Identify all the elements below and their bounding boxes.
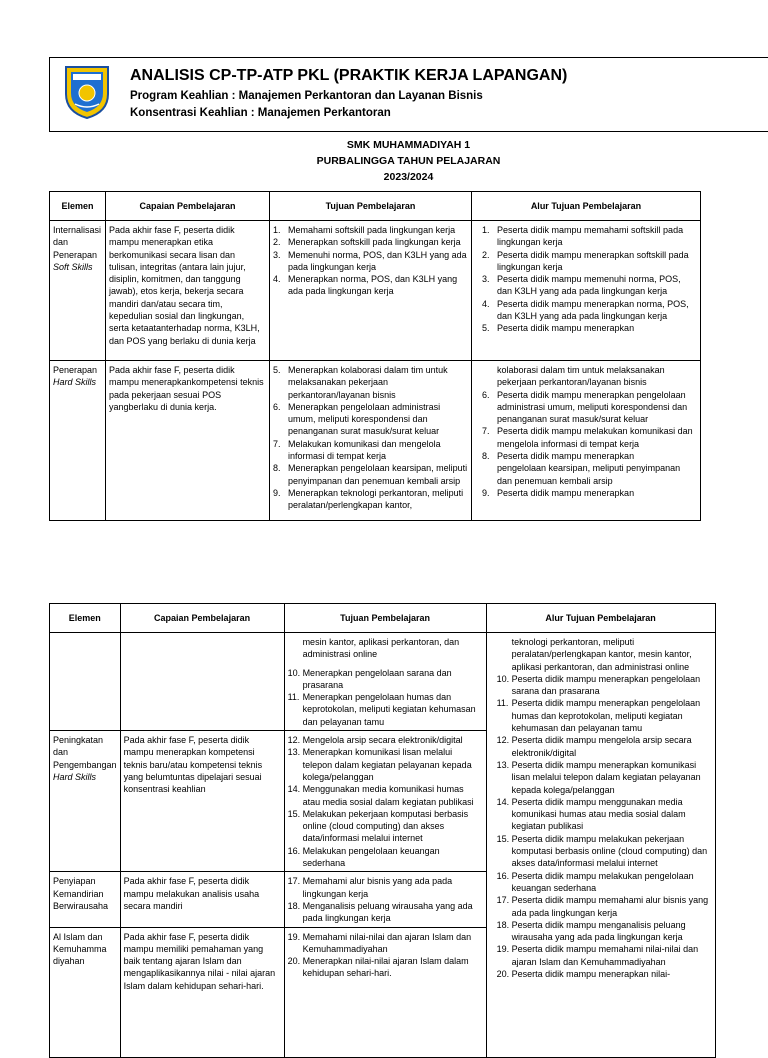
- tp-list: [288, 875, 483, 924]
- list-item: 13. Menerapkan komunikasi lisan melalui telepon dalam kegiatan pelayanan kepada kolega/pelanggan: [287, 747, 472, 782]
- tp-continuation: mesin kantor, aplikasi perkantoran, dan administrasi online: [302, 637, 460, 660]
- konsentrasi-keahlian: Konsentrasi Keahlian : Manajemen Perkantoran: [130, 107, 391, 119]
- cp-tp-atp-table: [49, 191, 701, 521]
- cp-cell: Pada akhir fase F, peserta didik mampu menerapkan kompetensi teknis baru/atau kompetensi teknis yang belumtuntas dipelajari sesuai konsentrasi keahlian: [120, 731, 284, 872]
- list-item: 14. Peserta didik mampu menggunakan media komunikasi humas atau media sosial dalam kegiatan publikasi: [496, 796, 686, 832]
- list-item: 18. Menganalisis peluang wirausaha yang ada pada lingkungan kerja: [287, 900, 473, 924]
- document-header: [49, 57, 768, 132]
- list-item: 1. Memahami softskill pada lingkungan kerja: [273, 225, 456, 235]
- list-item: 12. Peserta didik mampu mengelola arsip secara elektronik/digital: [496, 735, 692, 758]
- document-page-2: [49, 603, 768, 1024]
- col-header-elemen: Elemen: [50, 604, 121, 633]
- col-header-tp: Tujuan Pembelajaran: [270, 192, 472, 221]
- document-page-1: [49, 57, 768, 552]
- table-row: [50, 361, 701, 521]
- list-item: 15. Peserta didik mampu melakukan pekerjaan komputasi berbasis online (cloud computing) dan akses data/informasi melalui internet: [496, 833, 708, 869]
- atp-cell: [472, 221, 701, 361]
- list-item: 9. Menerapkan teknologi perkantoran, meliputi peralatan/perlengkapan kantor,: [273, 487, 464, 511]
- tp-list: [288, 667, 483, 728]
- atp-continuation: kolaborasi dalam tim untuk melaksanakan pekerjaan perkantoran/layanan bisnis: [497, 365, 665, 388]
- tp-cell: [284, 633, 486, 731]
- elemen-cell: Penyiapan Kemandirian Berwirausaha: [50, 872, 121, 927]
- list-item: 2. Menerapkan softskill pada lingkungan kerja: [273, 237, 461, 248]
- cp-cell: Pada akhir fase F, peserta didik mampu memiliki pemahaman yang baik tentang ajaran Islam dan mengaplikasikannya nilai - nilai ajaran Islam dalam kehidupan sehari-hari.: [120, 927, 284, 1057]
- cp-cell: [120, 633, 284, 731]
- cp-cell: Pada akhir fase F, peserta didik mampu menerapkan etika berkomunikasi secara lisan dan tulisan, integritas (antara lain jujur, disiplin, komitmen, dan tanggung jawab), etos kerja, bekerja secara mandiri dan/atau secara tim, kepedulian sosial dan lingkungan, serta ketaatanterhadap norma, K3LH, dan POS yang berlaku di dunia kerja: [106, 221, 270, 361]
- list-item: 14. Menggunakan media komunikasi humas atau media sosial dalam kegiatan publikasi: [287, 784, 474, 807]
- atp-cell: [472, 361, 701, 521]
- atp-continuation: pengelolaan kearsipan, meliputi penyimpanan dan penemuan kembali arsip: [497, 463, 681, 486]
- list-item: 13. Peserta didik mampu menerapkan komunikasi lisan melalui telepon dalam kegiatan pelayanan kepada kolega/pelanggan: [496, 759, 701, 795]
- atp-list: [490, 673, 712, 980]
- list-item: 16. Peserta didik mampu melakukan pengelolaan keuangan sederhana: [496, 870, 694, 893]
- list-item: 8. Menerapkan pengelolaan kearsipan, meliputi penyimpanan dan penemuan kembali arsip: [273, 463, 468, 486]
- tp-list: [288, 734, 483, 869]
- col-header-atp: Alur Tujuan Pembelajaran: [472, 192, 701, 221]
- atp-cell: [486, 633, 715, 1058]
- list-item: 18. Peserta didik mampu menganalisis peluang wirausaha yang ada pada lingkungan kerja: [496, 919, 686, 943]
- school-name: SMK MUHAMMADIYAH 1: [346, 139, 471, 151]
- list-item: 10. Peserta didik mampu menerapkan pengelolaan sarana dan prasarana: [496, 673, 701, 697]
- list-item: 5. Menerapkan kolaborasi dalam tim untuk melaksanakan pekerjaan perkantoran/layanan bisnis: [273, 365, 448, 400]
- list-item: 20. Peserta didik mampu menerapkan nilai-: [496, 969, 671, 980]
- tp-list: [273, 364, 468, 512]
- school-year-label: PURBALINGGA TAHUN PELAJARAN: [316, 155, 501, 167]
- col-header-tp: Tujuan Pembelajaran: [284, 604, 486, 633]
- atp-list: [475, 389, 697, 463]
- list-item: 3. Peserta didik mampu memenuhi norma, POS, dan K3LH yang ada pada lingkungan kerja: [482, 274, 681, 297]
- atp-list: [475, 487, 697, 499]
- tp-list: [273, 224, 468, 298]
- tp-list: [288, 931, 483, 980]
- list-item: 19. Peserta didik mampu memahami nilai-nilai dan ajaran Islam dan Kemuhammadiyahan: [496, 944, 699, 967]
- list-item: 4. Peserta didik mampu menerapkan norma, POS, dan K3LH yang ada pada lingkungan kerja: [482, 298, 689, 322]
- tp-cell: [284, 927, 486, 1057]
- table-header-row: [50, 604, 716, 633]
- list-item: 7. Melakukan komunikasi dan mengelola informasi di tempat kerja: [273, 438, 441, 462]
- cp-tp-atp-table-continued: [49, 603, 716, 1058]
- program-keahlian: Program Keahlian : Manajemen Perkantoran dan Layanan Bisnis: [130, 90, 483, 102]
- list-item: 8. Peserta didik mampu menerapkan: [482, 451, 635, 462]
- school-year: 2023/2024: [383, 171, 434, 183]
- list-item: 6. Menerapkan pengelolaan administrasi umum, meliputi korespondensi dan penanganan surat masuk/surat keluar: [273, 401, 441, 437]
- cp-cell: Pada akhir fase F, peserta didik mampu melakukan analisis usaha secara mandiri: [120, 872, 284, 927]
- document-title: ANALISIS CP-TP-ATP PKL (PRAKTIK KERJA LAPANGAN): [130, 67, 568, 84]
- table-row: [50, 221, 701, 361]
- list-item: 12. Mengelola arsip secara elektronik/digital: [287, 735, 463, 746]
- col-header-atp: Alur Tujuan Pembelajaran: [486, 604, 715, 633]
- list-item: 11. Peserta didik mampu menerapkan pengelolaan humas dan keprotokolan, meliputi kegiatan kehumasan dan pelayanan tamu: [496, 698, 701, 734]
- elemen-cell: Peningkatan dan Pengembangan Hard Skills: [50, 731, 121, 872]
- list-item: 17. Memahami alur bisnis yang ada pada lingkungan kerja: [287, 876, 453, 899]
- table-row: [50, 633, 716, 731]
- tp-cell: [270, 221, 472, 361]
- table-header-row: [50, 192, 701, 221]
- list-item: 3. Memenuhi norma, POS, dan K3LH yang ada pada lingkungan kerja: [273, 249, 467, 272]
- list-item: 2. Peserta didik mampu menerapkan softskill pada lingkungan kerja: [482, 249, 689, 272]
- list-item: 11. Menerapkan pengelolaan humas dan keprotokolan, meliputi kegiatan kehumasan dan pelayanan tamu: [287, 692, 476, 727]
- col-header-cp: Capaian Pembelajaran: [106, 192, 270, 221]
- list-item: 6. Peserta didik mampu menerapkan pengelolaan administrasi umum, meliputi korespondensi dan penanganan surat masuk/surat keluar: [482, 389, 688, 425]
- col-header-elemen: Elemen: [50, 192, 106, 221]
- cp-cell: Pada akhir fase F, peserta didik mampu menerapkankompetensi teknis pada pekerjaan sesuai POS yangberlaku di dunia kerja.: [106, 361, 270, 521]
- school-logo-icon: [62, 64, 112, 120]
- list-item: 7. Peserta didik mampu melakukan komunikasi dan mengelola informasi di tempat kerja: [482, 426, 693, 449]
- school-info: [49, 137, 768, 185]
- list-item: 4. Menerapkan norma, POS, dan K3LH yang ada pada lingkungan kerja: [273, 274, 458, 297]
- list-item: 1. Peserta didik mampu memahami softskill pada lingkungan kerja: [482, 225, 684, 248]
- elemen-cell: Penerapan Hard Skills: [50, 361, 106, 521]
- tp-cell: [284, 731, 486, 872]
- list-item: 10. Menerapkan pengelolaan sarana dan prasarana: [287, 667, 452, 690]
- tp-cell: [284, 872, 486, 927]
- elemen-cell: Al Islam dan Kemuhamma diyahan: [50, 927, 121, 1057]
- list-item: 15. Melakukan pekerjaan komputasi berbasis online (cloud computing) dan akses data/informasi melalui internet: [287, 808, 469, 844]
- page-gap: [0, 552, 768, 603]
- atp-continuation: teknologi perkantoran, meliputi peralatan/perlengkapan kantor, mesin kantor, aplikasi perkantoran, dan administrasi online: [511, 637, 692, 672]
- list-item: 19. Memahami nilai-nilai dan ajaran Islam dan Kemuhammadiyahan: [287, 931, 472, 954]
- list-item: 20. Menerapkan nilai-nilai ajaran Islam dalam kehidupan sehari-hari.: [287, 956, 469, 979]
- list-item: 17. Peserta didik mampu memahami alur bisnis yang ada pada lingkungan kerja: [496, 895, 709, 918]
- col-header-cp: Capaian Pembelajaran: [120, 604, 284, 633]
- list-item: 5. Peserta didik mampu menerapkan: [482, 323, 635, 334]
- elemen-cell: Internalisasi dan Penerapan Soft Skills: [50, 221, 106, 361]
- atp-list: [475, 224, 697, 335]
- elemen-cell: [50, 633, 121, 731]
- list-item: 16. Melakukan pengelolaan keuangan sederhana: [287, 845, 440, 869]
- tp-cell: [270, 361, 472, 521]
- list-item: 9. Peserta didik mampu menerapkan: [482, 487, 635, 498]
